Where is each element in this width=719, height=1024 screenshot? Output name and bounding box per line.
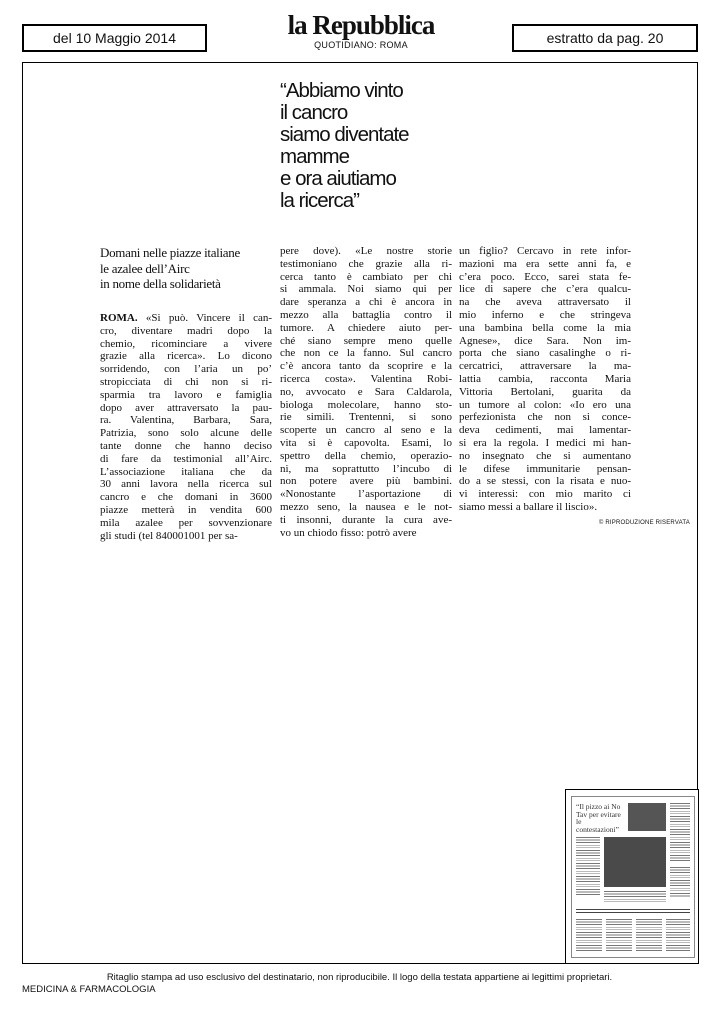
text-line: mazioni ma era sette anni fa, e [459,257,631,270]
thumbnail-text-block [670,803,690,863]
footer-section: MEDICINA & FARMACOLOGIA [22,984,156,995]
text-line: grazie alla ricerca». Lo dicono [100,350,272,363]
text-line: ti insonni, durante la cura ave- [280,513,452,526]
text-line: siamo messi a ballare il liscio». [459,500,598,513]
headline-line: “Abbiamo vinto [280,79,403,102]
text-line: ra. Valentina, Barbara, Sara, [100,414,272,427]
text-line: L’associazione italiana che da [100,465,272,478]
article-column-1 [100,312,272,542]
text-line: cancro e che domani in 3600 [100,491,272,504]
text-line: vo un chiodo fisso: potrò avere [280,526,417,539]
text-line: non potere avere più bambini. [280,475,452,488]
text-line: cerca tanto è cambiato per chi [280,270,452,283]
thumbnail-text-block [636,919,662,953]
newspaper-subtitle: QUOTIDIANO: ROMA [314,40,408,50]
thumbnail-text-block [604,891,666,903]
text-line: perfezionista che non si conce- [459,411,631,424]
thumbnail-photo [628,803,666,831]
text-line: vi interessi: con mio marito ci [459,488,631,501]
text-line: scoperte un cancro al seno e la [280,424,452,437]
text-line: mila azalee per sovvenzionare [100,516,272,529]
text-line: «Nonostante l’asportazione di [280,488,452,501]
text-line: pere dove). «Le nostre storie [280,245,452,257]
text-line: stropicciata di chi non si ri- [100,375,272,388]
text-line: rie simili. Trentenni, si sono [280,411,452,424]
text-line: no insegnato che si aumentano [459,449,631,462]
footer-disclaimer: Ritaglio stampa ad uso esclusivo del destinatario, non riproducibile. Il logo della testata appartiene ai legittimi proprietari. [106,972,613,983]
date-box [22,24,207,52]
text-line: cro, diventare madri dopo la [100,324,272,337]
headline-line: mamme [280,145,350,168]
text-line: sorridendo, con l’aria un po’ [100,363,272,376]
text-line: dare speranza a chi è ancora in [280,296,452,309]
thumbnail-text-block [670,867,690,897]
text-line: lattia cambia, racconta Maria [459,372,631,385]
text-line: tumore. A chiedere aiuto per- [280,321,452,334]
text-line [100,312,272,325]
text-line: dopo aver attraversato la pau- [100,401,272,414]
text-line: spettro della chemio, operazio- [280,449,452,462]
text-line: le difese immunitarie pensan- [459,462,631,475]
thumbnail-text-block [576,919,602,953]
publication-date: del 10 Maggio 2014 [53,30,176,46]
dateline: ROMA. [100,312,138,324]
text-line: un tumore al colon: «Io ero una [459,398,631,411]
text-line: mezzo alla battaglia contro il [280,308,452,321]
text-line: deva cedimenti, mai lamentar- [459,424,631,437]
thumbnail-page [571,796,695,958]
text-line: una bambina bella come la mia [459,321,631,334]
text-line: 30 anni lavora nella ricerca sul [100,478,272,491]
thumbnail-photo [604,837,666,887]
text-line: si ammala. Noi siamo qui per [280,283,452,296]
subhead-line: Domani nelle piazze italiane [100,245,240,260]
text-line: che non ce la fanno. Sul cancro [280,347,452,360]
text-line-content: «Si può. Vincere il can- [137,312,272,324]
text-line: ché siano sempre meno quelle [280,334,452,347]
text-line: mio inferno e che stringeva [459,308,631,321]
text-line: testimoniano che grazie alla ri- [280,257,452,270]
text-line: Vittoria Bertolani, guarita da [459,385,631,398]
text-line: c’era poco. Ecco, sarei stata fe- [459,270,631,283]
headline-line: il cancro [280,101,348,124]
thumbnail-text-block [606,919,632,953]
text-line: mezzo seno, la nausea e le not- [280,500,452,513]
text-line: vita si è capovolta. Esami, lo [280,436,452,449]
text-line: un figlio? Cercavo in rete infor- [459,245,631,257]
text-line: Patrizia, sono solo alcune delle [100,427,272,440]
headline-line: siamo diventate [280,123,409,146]
text-line: Agnese», dice Sara. Non im- [459,334,631,347]
text-line: lice di sapere che c’era qualcu- [459,283,631,296]
text-line: c’è ancora tanto da scoprire e la [280,360,452,373]
subhead-line: le azalee dell’Airc [100,260,190,276]
headline-line: e ora aiutiamo [280,167,396,190]
article-column-2 [280,245,452,539]
text-line: ni, ma soprattutto l’incubo di [280,462,452,475]
text-line: chemio, ricominciare a vivere [100,337,272,350]
thumbnail-text-block [666,919,690,953]
thumbnail-headline: “Il pizzo ai No Tav per evitare le contestazioni” [576,802,621,834]
headline [280,80,460,212]
article-column-3 [459,245,631,514]
text-line: na che aveva attraversato il [459,296,631,309]
text-line: gli studi (tel 840001001 per sa- [100,529,238,542]
text-line: ricerca costa». Valentina Robi- [280,372,452,385]
extract-box [512,24,698,52]
subhead [100,245,270,292]
newspaper-logo: la Repubblica [287,10,435,40]
text-line: si era la regola. I medici mi han- [459,436,631,449]
headline-line: la ricerca” [280,189,359,212]
subhead-line: in nome della solidarietà [100,276,221,291]
copyright-notice: © RIPRODUZIONE RISERVATA [598,520,690,526]
thumbnail-text-block [576,837,600,895]
text-line: piazze metterà in vendita 600 [100,503,272,516]
extract-page: estratto da pag. 20 [546,30,664,46]
text-line: sparmia tra lavoro e famiglia [100,388,272,401]
thumbnail-text-block [576,909,690,915]
text-line: cercatrici, attraversare la ma- [459,360,631,373]
text-line: porta che siano casalinghe o ri- [459,347,631,360]
masthead [230,10,492,50]
page-thumbnail [565,789,699,964]
text-line: di fare da testimonial all’Airc. [100,452,272,465]
text-line: biologa molecolare, hanno sto- [280,398,452,411]
text-line: no, avvocato e Sara Caldarola, [280,385,452,398]
text-line: tante donne che hanno deciso [100,439,272,452]
text-line: do a se stessi, con la risata e nuo- [459,475,631,488]
